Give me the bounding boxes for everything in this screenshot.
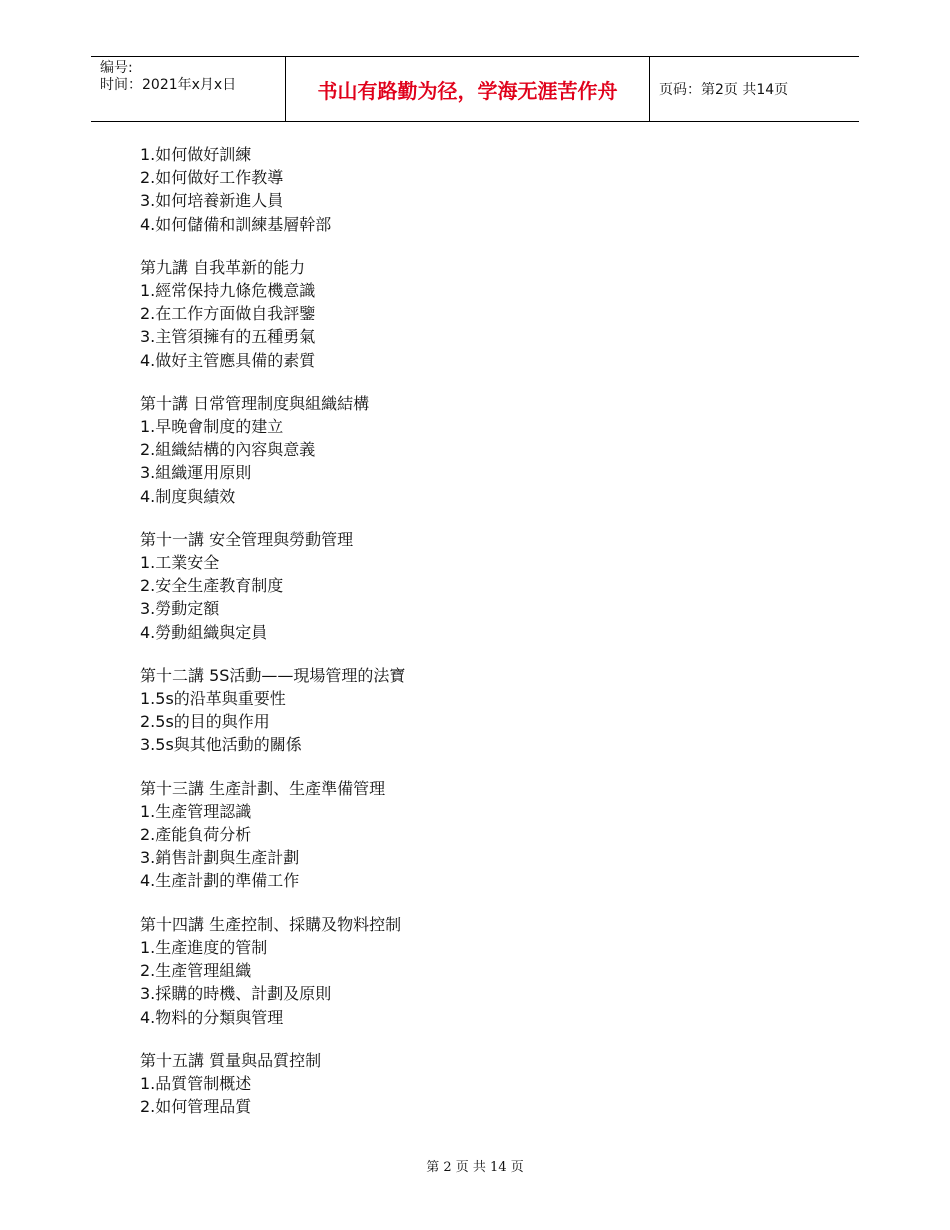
list-item: 4.勞動組織與定員 <box>140 622 268 642</box>
lecture-section <box>140 664 800 757</box>
section-title: 第十一講 安全管理與勞動管理 <box>140 529 354 549</box>
section-title: 第十三講 生產計劃、生產準備管理 <box>140 778 386 798</box>
list-item: 2.組織結構的內容與意義 <box>140 440 316 460</box>
section-title: 第十四講 生產控制、採購及物料控制 <box>140 914 402 934</box>
list-item: 3.主管須擁有的五種勇氣 <box>140 327 316 347</box>
list-item: 4.生產計劃的準備工作 <box>140 871 300 891</box>
page-footer <box>0 1156 950 1175</box>
list-item: 1.5s的沿革與重要性 <box>140 689 286 709</box>
list-item: 4.物料的分類與管理 <box>140 1007 284 1027</box>
lecture-section <box>140 143 800 236</box>
lecture-section <box>140 256 800 372</box>
list-item: 4.如何儲備和訓練基層幹部 <box>140 214 332 234</box>
list-item: 3.勞動定額 <box>140 599 220 619</box>
list-item: 1.品質管制概述 <box>140 1073 252 1093</box>
list-item: 3.採購的時機、計劃及原則 <box>140 984 332 1004</box>
list-item: 2.生產管理組織 <box>140 961 252 981</box>
list-item: 1.生產管理認識 <box>140 801 252 821</box>
section-title: 第九講 自我革新的能力 <box>140 257 306 277</box>
list-item: 3.5s與其他活動的關係 <box>140 735 302 755</box>
list-item: 3.組織運用原則 <box>140 463 252 483</box>
list-item: 1.如何做好訓練 <box>140 145 252 164</box>
list-item: 3.銷售計劃與生產計劃 <box>140 848 300 868</box>
lecture-section <box>140 1049 800 1119</box>
header-meta <box>91 57 286 121</box>
list-item: 2.如何做好工作教導 <box>140 168 284 188</box>
header-page-info: 页码：第2页 共14页 <box>659 82 789 98</box>
lecture-section <box>140 392 800 508</box>
list-item: 1.經常保持九條危機意識 <box>140 281 316 301</box>
section-title: 第十講 日常管理制度與組織結構 <box>140 393 370 413</box>
time-label: 时间：2021年x月x日 <box>100 77 237 93</box>
list-item: 3.如何培養新進人員 <box>140 191 284 211</box>
lecture-section <box>140 777 800 893</box>
page-header <box>91 56 859 122</box>
list-item: 1.生產進度的管制 <box>140 937 268 957</box>
number-label: 编号: <box>100 60 133 76</box>
header-motto: 书山有路勤为径，学海无涯苦作舟 <box>286 57 650 121</box>
list-item: 4.制度與績效 <box>140 486 236 506</box>
list-item: 1.早晚會制度的建立 <box>140 417 284 437</box>
document-body <box>140 143 800 1138</box>
lecture-section <box>140 528 800 644</box>
list-item: 2.產能負荷分析 <box>140 825 252 845</box>
list-item: 2.如何管理品質 <box>140 1097 252 1117</box>
list-item: 2.安全生產教育制度 <box>140 576 284 596</box>
list-item: 2.在工作方面做自我評鑒 <box>140 304 316 324</box>
list-item: 2.5s的目的與作用 <box>140 712 270 732</box>
section-title: 第十二講 5S活動——現場管理的法寶 <box>140 665 406 685</box>
lecture-section <box>140 913 800 1029</box>
list-item: 1.工業安全 <box>140 553 220 573</box>
footer-page-number: 第 2 页 共 14 页 <box>426 1160 524 1175</box>
list-item: 4.做好主管應具備的素質 <box>140 350 316 370</box>
section-title: 第十五講 質量與品質控制 <box>140 1050 322 1070</box>
